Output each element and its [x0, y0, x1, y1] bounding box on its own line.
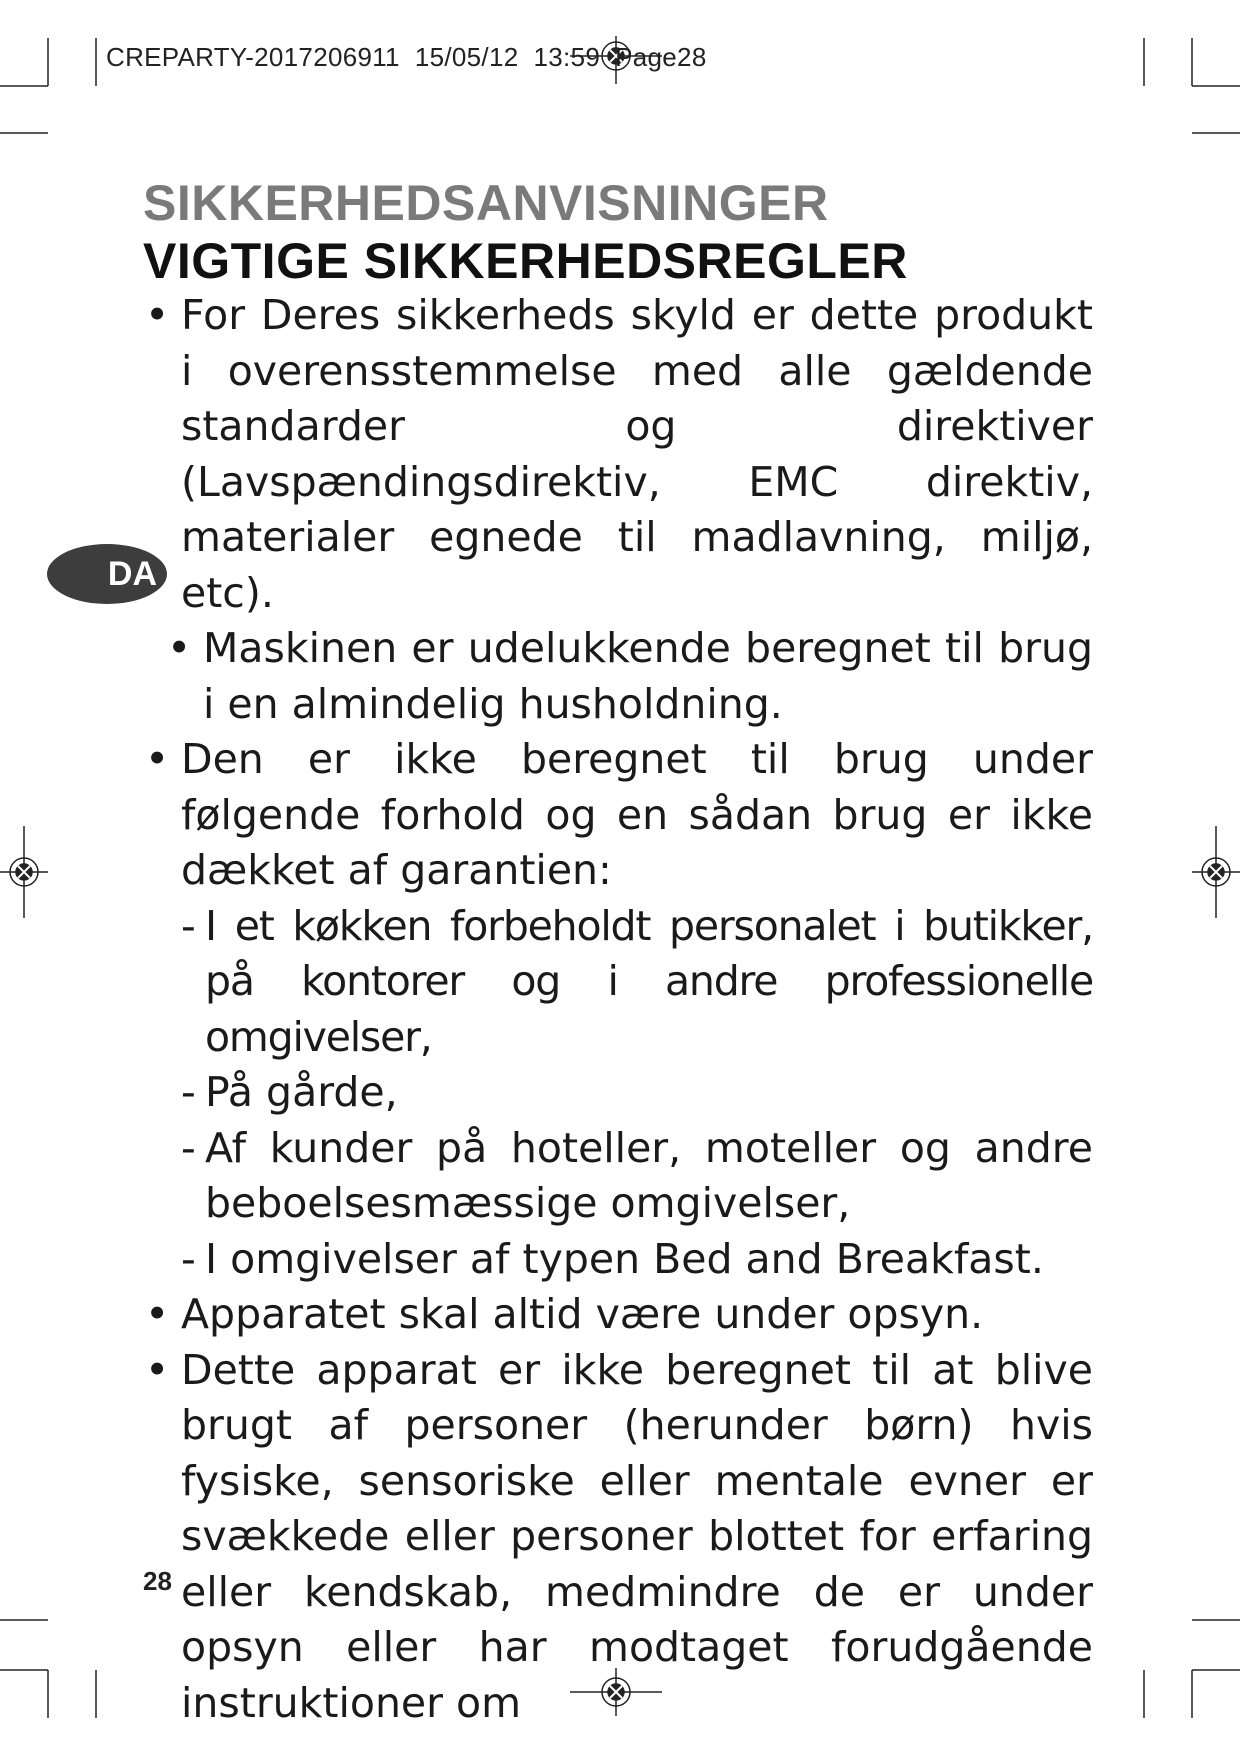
- list-item: [165, 621, 1093, 732]
- page-number: 28: [143, 1566, 172, 1596]
- list-item-text: Den er ikke beregnet til brug under følgende forhold og en sådan brug er ikke dækket af garantien:: [181, 735, 1093, 894]
- dash-icon: -: [181, 1234, 196, 1283]
- sub-list-item-text: På gårde,: [205, 1068, 398, 1116]
- language-tab-label: DA: [107, 555, 157, 593]
- registration-target-left: [0, 826, 48, 918]
- sub-list-item: [143, 1065, 1093, 1121]
- dash-icon: -: [181, 901, 195, 950]
- sub-list-item: [143, 899, 1093, 1066]
- sub-list-item-text: I omgivelser af typen Bed and Breakfast.: [205, 1234, 1044, 1283]
- sub-list-item-text: I et køkken forbeholdt personalet i butikker, på kontorer og i andre professionelle omgivelser,: [205, 901, 1093, 1061]
- bullet-icon: •: [145, 291, 170, 339]
- list-item: [143, 1287, 1093, 1343]
- list-item: [143, 732, 1093, 899]
- bullet-icon: •: [167, 624, 192, 672]
- list-item: [143, 1343, 1093, 1732]
- dash-icon: -: [181, 1068, 196, 1116]
- list-item-text: Dette apparat er ikke beregnet til at blive brugt af personer (herunder børn) hvis fysiske, sensoriske eller mentale evner er svækkede eller personer blottet for erfaring eller kendskab, medmindre de er under opsyn eller har modtaget forudgående instruktioner om: [181, 1345, 1093, 1727]
- page-title: VIGTIGE SIKKERHEDSREGLER: [143, 233, 908, 289]
- list-item: [143, 288, 1093, 621]
- bullet-icon: •: [145, 1345, 170, 1394]
- print-slug-line: CREPARTY-2017206911 15/05/12 13:59 Page28: [106, 42, 707, 72]
- registration-target-right: [1192, 826, 1240, 918]
- safety-instructions-list: [143, 288, 1093, 1731]
- sub-list-item-text: Af kunder på hoteller, moteller og andre beboelsesmæssige omgivelser,: [205, 1123, 1093, 1227]
- list-item-text: Maskinen er udelukkende beregnet til brug i en almindelig husholdning.: [203, 624, 1093, 728]
- bullet-icon: •: [145, 735, 170, 783]
- list-item-text: Apparatet skal altid være under opsyn.: [181, 1290, 984, 1338]
- sub-list-item: [143, 1121, 1093, 1232]
- section-heading: SIKKERHEDSANVISNINGER: [143, 175, 829, 231]
- dash-icon: -: [181, 1123, 196, 1172]
- bullet-icon: •: [145, 1290, 170, 1338]
- list-item-text: For Deres sikkerheds skyld er dette produkt i overensstemmelse med alle gældende standarder og direktiver (Lavspændingsdirektiv, EMC direktiv, materialer egnede til madlavning, miljø, etc).: [181, 291, 1093, 617]
- sub-list-item: [143, 1232, 1093, 1288]
